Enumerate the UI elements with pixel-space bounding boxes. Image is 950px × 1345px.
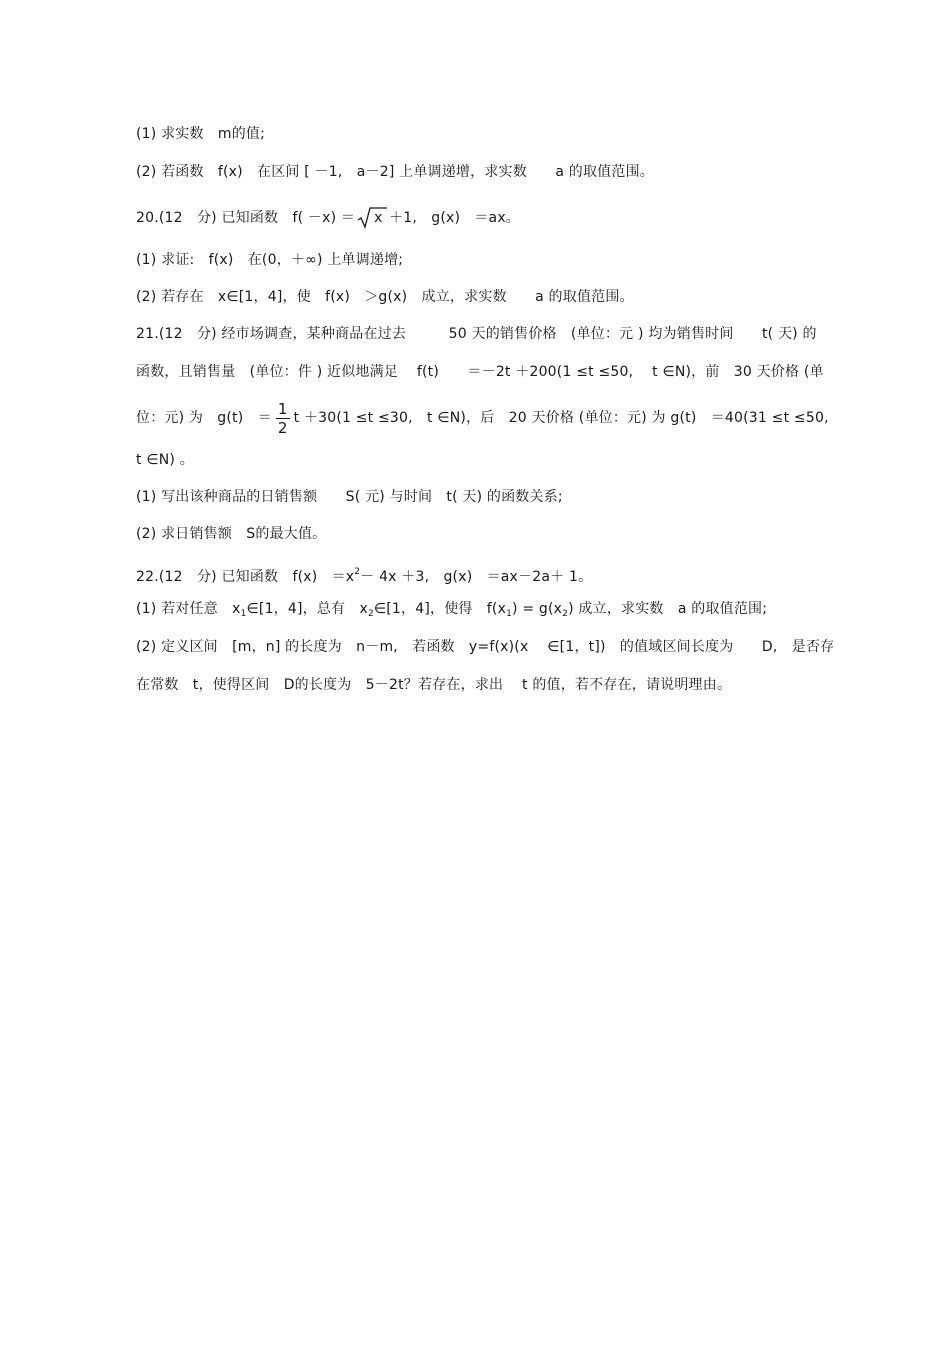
question-22-stem (136, 562, 592, 587)
question-21-stem-line-2: 函数，且销售量 (单位：件 ) 近似地满足 f(t) ＝－2t ＋200(1 ≤t ≤50, t ∈N)，前 30 天价格 (单 (136, 364, 824, 380)
question-21-stem-line-4: t ∈N) 。 (136, 452, 194, 468)
question-22-part-1 (136, 599, 767, 624)
question-20-stem-start: 20.(12 分) 已知函数 f( －x) ＝ (136, 210, 356, 226)
text-segment: ) = g(x (512, 601, 563, 617)
question-21-stem-line-3 (136, 395, 829, 441)
subscript: 1 (240, 609, 247, 619)
question-19-part-2: (2) 若函数 f(x) 在区间 [ －1, a－2] 上单调递增，求实数 a 的取值范围。 (136, 164, 654, 180)
question-20-part-1: (1) 求证: f(x) 在(0，＋∞) 上单调递增; (136, 252, 404, 268)
question-21-line-3-start: 位：元) 为 g(t) ＝ (136, 410, 272, 426)
question-21-stem-line-1: 21.(12 分) 经市场调查，某种商品在过去 50 天的销售价格 (单位：元 ) 均为销售时间 t( 天) 的 (136, 326, 817, 342)
fraction-one-half (276, 400, 290, 437)
question-22-stem-start: 22.(12 分) 已知函数 f(x) ＝x (136, 569, 355, 585)
question-20-part-2: (2) 若存在 x∈[1，4]，使 f(x) ＞g(x) 成立，求实数 a 的取值范围。 (136, 289, 634, 305)
fraction-denominator: 2 (277, 418, 288, 437)
question-22-stem-end: － 4x ＋3, g(x) ＝ax－2a＋ 1。 (360, 569, 593, 585)
question-21-part-1: (1) 写出该种商品的日销售额 S( 元) 与时间 t( 天) 的函数关系; (136, 489, 563, 505)
subscript: 2 (367, 609, 374, 619)
question-20-stem-end: ＋1, g(x) ＝ax。 (389, 210, 521, 226)
subscript: 2 (562, 609, 569, 619)
question-21-part-2: (2) 求日销售额 S的最大值。 (136, 526, 327, 542)
square-root (357, 207, 387, 229)
question-20-stem (136, 207, 520, 229)
fraction-numerator: 1 (277, 399, 288, 418)
subscript: 1 (506, 609, 513, 619)
question-21-line-3-end: t ＋30(1 ≤t ≤30, t ∈N)，后 20 天价格 (单位：元) 为 g(t) ＝40(31 ≤t ≤50, (293, 410, 829, 426)
question-19-part-1: (1) 求实数 m的值; (136, 126, 266, 142)
text-segment: ∈[1，4]，使得 f(x (373, 601, 507, 617)
text-segment: (1) 若对任意 x (136, 601, 241, 617)
question-22-part-2-line-1: (2) 定义区间 [m，n] 的长度为 n－m, 若函数 y=f(x)(x ∈[1，t]) 的值域区间长度为 D, 是否存 (136, 639, 835, 655)
exponent: 2 (354, 567, 361, 577)
question-22-part-2-line-2: 在常数 t，使得区间 D的长度为 5－2t？若存在，求出 t 的值，若不存在，请说明理由。 (136, 677, 732, 693)
text-segment: ∈[1，4]，总有 x (246, 601, 368, 617)
radicand: x (374, 210, 383, 226)
radical-sign-icon (357, 207, 387, 229)
text-segment: ) 成立，求实数 a 的取值范围; (568, 601, 768, 617)
